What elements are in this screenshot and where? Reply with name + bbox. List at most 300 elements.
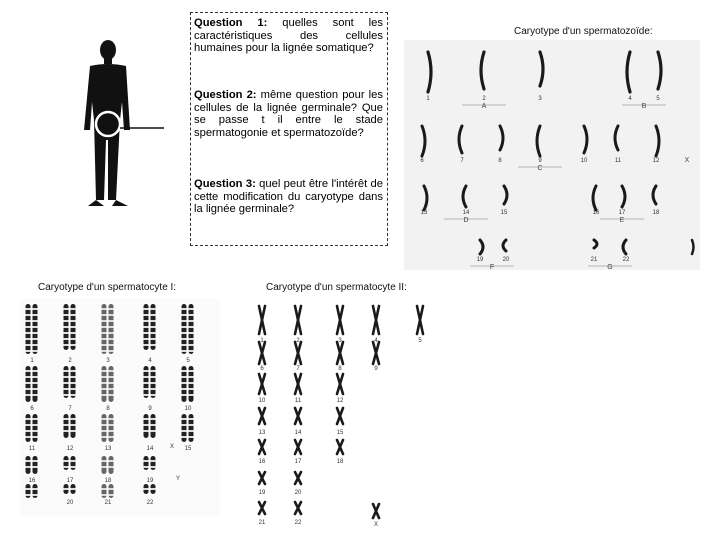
chromosome-band — [109, 326, 114, 328]
karyotype-spermatozoide-image — [404, 40, 700, 270]
chromosome-band — [33, 394, 38, 396]
chromosome-number: 14 — [146, 446, 154, 452]
chromosome — [102, 456, 107, 474]
questions-box — [190, 12, 388, 246]
karyotype-spermatocyte-1-image — [20, 298, 220, 516]
chromosome — [295, 374, 301, 394]
group-letter: G — [607, 264, 613, 271]
chromosome — [189, 304, 194, 354]
chromosome-band — [109, 418, 114, 420]
chromosome-band — [109, 466, 114, 468]
chromosome-band — [64, 332, 69, 334]
chromosome-number: 6 — [260, 366, 264, 372]
chromosome-band — [64, 344, 69, 346]
chromosome-band — [144, 320, 149, 322]
chromosome-band — [102, 314, 107, 316]
chromosome-band — [102, 332, 107, 334]
question-3-label: Question 3: — [194, 178, 256, 190]
man-silhouette-icon — [68, 40, 168, 210]
chromosome-band — [33, 430, 38, 432]
chromosome — [463, 186, 466, 207]
caption-spermatozoide: Caryotype d'un spermatozoïde: — [514, 26, 653, 37]
chromosome-band — [71, 376, 76, 378]
chromosome-band — [33, 370, 38, 372]
chromosome-band — [189, 350, 194, 352]
chromosome-band — [151, 430, 156, 432]
chromosome-band — [144, 338, 149, 340]
chromosome-band — [71, 314, 76, 316]
chromosome-band — [64, 466, 69, 468]
caption-spermatocyte-2: Caryotype d'un spermatocyte II: — [266, 282, 407, 293]
chromosome-band — [71, 424, 76, 426]
chromosome-band — [109, 370, 114, 372]
chromosome — [259, 408, 265, 424]
chromosome-band — [189, 394, 194, 396]
chromosome-band — [102, 370, 107, 372]
chromosome-number: 15 — [184, 446, 192, 452]
chromosome-band — [189, 376, 194, 378]
chromosome-number: 7 — [460, 158, 464, 164]
chromosome — [337, 408, 343, 424]
chromosome — [428, 52, 431, 92]
chromosome-band — [33, 332, 38, 334]
chromosome — [627, 52, 630, 92]
chromosome-band — [151, 326, 156, 328]
chromosome-band — [33, 382, 38, 384]
chromosome-band — [144, 424, 149, 426]
chromosome-band — [182, 424, 187, 426]
chromosome — [109, 304, 114, 354]
caption-spermatocyte-1: Caryotype d'un spermatocyte I: — [38, 282, 177, 293]
chromosome-band — [189, 308, 194, 310]
chromosome-band — [189, 344, 194, 346]
chromosome-number: 21 — [590, 257, 598, 263]
chromosome-number: 10 — [184, 406, 192, 412]
chromosome-band — [151, 424, 156, 426]
chromosome-number: 12 — [66, 446, 74, 452]
question-3-text: quel peut être l'intérêt de cette modification du caryotype dans la lignée germinale? — [194, 178, 383, 216]
chromosome — [373, 342, 379, 364]
chromosome-number: 13 — [420, 210, 428, 216]
chromosome-band — [71, 320, 76, 322]
chromosome — [459, 126, 462, 153]
chromosome-number: 19 — [476, 257, 484, 263]
question-1 — [194, 17, 383, 55]
chromosome-number: 13 — [104, 446, 112, 452]
chromosome-band — [151, 370, 156, 372]
chromosome — [33, 456, 38, 474]
chromosome-band — [182, 338, 187, 340]
chromosome-band — [33, 320, 38, 322]
chromosome-band — [26, 370, 31, 372]
chromosome — [373, 306, 379, 334]
chromosome-band — [182, 350, 187, 352]
chromosome-band — [102, 376, 107, 378]
chromosome-band — [109, 338, 114, 340]
chromosome-band — [33, 344, 38, 346]
chromosome-band — [182, 418, 187, 420]
chromosome — [537, 126, 540, 156]
chromosome-band — [144, 382, 149, 384]
chromosome-band — [189, 388, 194, 390]
chromosome — [500, 126, 503, 150]
chromosome-band — [189, 338, 194, 340]
chromosome-number: 22 — [294, 520, 302, 526]
sex-chromosome-label: X — [169, 444, 175, 450]
chromosome-band — [33, 460, 38, 462]
chromosome-band — [33, 314, 38, 316]
chromosome-band — [64, 370, 69, 372]
chromosome-band — [71, 488, 76, 490]
chromosome — [653, 186, 656, 204]
chromosome-band — [26, 308, 31, 310]
chromosome-number: 9 — [538, 158, 542, 164]
chromosome-band — [109, 382, 114, 384]
chromosome-number: 3 — [338, 338, 342, 344]
chromosome-number: 5 — [418, 338, 422, 344]
chromosome-number: 5 — [656, 96, 660, 102]
chromosome-number: 2 — [68, 358, 72, 364]
chromosome-band — [102, 350, 107, 352]
karyotype-spermatocyte-2-image — [252, 298, 422, 530]
chromosome-band — [189, 320, 194, 322]
chromosome-band — [151, 376, 156, 378]
chromosome-number: 18 — [336, 459, 344, 465]
chromosome — [623, 240, 626, 254]
chromosome-number: 16 — [592, 210, 600, 216]
chromosome-band — [144, 326, 149, 328]
chromosome-band — [151, 338, 156, 340]
chromosome-band — [26, 460, 31, 462]
chromosome-number: 7 — [68, 406, 72, 412]
chromosome-band — [64, 308, 69, 310]
chromosome — [593, 186, 596, 210]
chromosome-band — [109, 436, 114, 438]
chromosome-band — [182, 376, 187, 378]
chromosome-band — [151, 460, 156, 462]
sex-chromosome-label: X — [684, 157, 690, 164]
chromosome-number: 11 — [294, 398, 302, 404]
chromosome-band — [33, 376, 38, 378]
chromosome-band — [144, 388, 149, 390]
chromosome — [584, 126, 587, 153]
question-2-text: même question pour les cellules de la lignée germinale? Que se passe t il entre le stade spermatogonie et spermatozoïde? — [194, 89, 383, 139]
chromosome-band — [151, 466, 156, 468]
chromosome-number: 8 — [338, 366, 342, 372]
chromosome-band — [151, 308, 156, 310]
chromosome-number: 3 — [538, 96, 542, 102]
chromosome-number: 10 — [580, 158, 588, 164]
chromosome-band — [71, 388, 76, 390]
chromosome-band — [189, 418, 194, 420]
chromosome-band — [64, 488, 69, 490]
chromosome-band — [144, 488, 149, 490]
chromosome-number: 4 — [374, 338, 378, 344]
chromosome-band — [182, 332, 187, 334]
group-letter: A — [481, 103, 487, 110]
chromosome-band — [102, 488, 107, 490]
chromosome-band — [109, 424, 114, 426]
chromosome-number: 9 — [148, 406, 152, 412]
chromosome-band — [144, 418, 149, 420]
chromosome-band — [144, 314, 149, 316]
chromosome-band — [109, 344, 114, 346]
chromosome-number: 1 — [30, 358, 34, 364]
chromosome-band — [33, 350, 38, 352]
chromosome-number: 17 — [618, 210, 626, 216]
chromosome-band — [151, 332, 156, 334]
chromosome — [109, 456, 114, 474]
chromosome-band — [26, 430, 31, 432]
chromosome-band — [64, 394, 69, 396]
chromosome-band — [109, 394, 114, 396]
chromosome — [594, 240, 597, 248]
chromosome-number: 4 — [628, 96, 632, 102]
chromosome — [422, 126, 425, 156]
chromosome-band — [102, 460, 107, 462]
chromosome-band — [26, 466, 31, 468]
chromosome-number: 12 — [652, 158, 660, 164]
chromosome-band — [102, 424, 107, 426]
chromosome-band — [64, 460, 69, 462]
chromosome-number: 16 — [258, 459, 266, 465]
chromosome-number: 22 — [146, 500, 154, 506]
chromosome-band — [26, 332, 31, 334]
chromosome-band — [189, 326, 194, 328]
chromosome — [182, 304, 187, 354]
chromosome — [259, 472, 265, 484]
chromosome-band — [64, 314, 69, 316]
chromosome-number: 2 — [296, 338, 300, 344]
chromosome — [504, 186, 507, 204]
chromosome-band — [64, 388, 69, 390]
chromosome-band — [26, 338, 31, 340]
chromosome-number: 4 — [148, 358, 152, 364]
chromosome — [656, 126, 659, 156]
chromosome — [503, 240, 506, 251]
chromosome — [259, 374, 265, 394]
chromosome-number: 17 — [66, 478, 74, 484]
chromosome-number: 15 — [336, 430, 344, 436]
chromosome-band — [33, 424, 38, 426]
chromosome-band — [151, 388, 156, 390]
chromosome — [295, 408, 301, 424]
group-letter: D — [463, 217, 469, 224]
chromosome — [259, 342, 265, 364]
chromosome-band — [189, 436, 194, 438]
chromosome-number: 20 — [502, 257, 510, 263]
chromosome-band — [144, 308, 149, 310]
chromosome-number: 1 — [426, 96, 430, 102]
chromosome-number: 11 — [28, 446, 36, 452]
chromosome-band — [151, 418, 156, 420]
chromosome-band — [71, 382, 76, 384]
chromosome-band — [33, 326, 38, 328]
chromosome-band — [102, 466, 107, 468]
chromosome-band — [144, 376, 149, 378]
question-3 — [194, 178, 383, 216]
chromosome — [480, 240, 483, 254]
chromosome-band — [151, 344, 156, 346]
chromosome — [337, 374, 343, 394]
chromosome-band — [33, 338, 38, 340]
chromosome-number: 22 — [622, 257, 630, 263]
chromosome-band — [182, 388, 187, 390]
sex-chromosome-label: X — [373, 522, 379, 528]
chromosome-band — [33, 418, 38, 420]
chromosome-number: 14 — [294, 430, 302, 436]
chromosome-number: 19 — [258, 490, 266, 496]
chromosome-number: 9 — [374, 366, 378, 372]
chromosome-band — [109, 308, 114, 310]
chromosome — [259, 440, 265, 454]
chromosome-number: 6 — [420, 158, 424, 164]
chromosome-number: 2 — [482, 96, 486, 102]
chromosome-band — [71, 308, 76, 310]
chromosome-band — [189, 430, 194, 432]
chromosome-band — [109, 314, 114, 316]
chromosome-band — [182, 394, 187, 396]
chromosome-band — [144, 466, 149, 468]
chromosome-number: 18 — [652, 210, 660, 216]
chromosome-band — [26, 418, 31, 420]
chromosome-number: 10 — [258, 398, 266, 404]
chromosome-band — [102, 418, 107, 420]
chromosome-band — [182, 314, 187, 316]
chromosome-band — [182, 436, 187, 438]
chromosome-band — [64, 430, 69, 432]
chromosome-band — [182, 370, 187, 372]
chromosome-number: 19 — [146, 478, 154, 484]
chromosome-number: 21 — [258, 520, 266, 526]
chromosome-band — [71, 344, 76, 346]
chromosome-band — [71, 430, 76, 432]
chromosome-band — [144, 370, 149, 372]
chromosome-band — [102, 338, 107, 340]
chromosome-number: 15 — [500, 210, 508, 216]
chromosome — [295, 502, 301, 514]
chromosome-band — [64, 382, 69, 384]
chromosome-number: 3 — [106, 358, 110, 364]
chromosome-band — [33, 436, 38, 438]
chromosome-band — [64, 376, 69, 378]
chromosome-band — [64, 326, 69, 328]
chromosome-band — [71, 418, 76, 420]
chromosome-band — [26, 436, 31, 438]
chromosome-band — [189, 370, 194, 372]
chromosome — [33, 304, 38, 354]
chromosome-band — [26, 344, 31, 346]
chromosome-band — [189, 314, 194, 316]
chromosome-band — [102, 382, 107, 384]
chromosome-band — [26, 350, 31, 352]
chromosome-number: 1 — [260, 338, 264, 344]
chromosome — [259, 306, 265, 334]
chromosome-number: 7 — [296, 366, 300, 372]
chromosome-band — [102, 344, 107, 346]
chromosome-band — [109, 388, 114, 390]
chromosome-band — [109, 320, 114, 322]
chromosome — [692, 240, 694, 254]
chromosome-band — [182, 382, 187, 384]
chromosome-band — [102, 320, 107, 322]
chromosome-band — [71, 370, 76, 372]
chromosome-band — [109, 494, 114, 496]
chromosome — [295, 306, 301, 334]
chromosome-number: 21 — [104, 500, 112, 506]
chromosome-number: 13 — [258, 430, 266, 436]
chromosome-number: 17 — [294, 459, 302, 465]
chromosome — [658, 52, 661, 89]
chromosome-band — [189, 382, 194, 384]
chromosome-band — [26, 488, 31, 490]
chromosome-number: 5 — [186, 358, 190, 364]
chromosome-band — [109, 460, 114, 462]
chromosome-band — [151, 488, 156, 490]
question-1-text: quelles sont les caractéristiques des cellules humaines pour la lignée somatique? — [194, 17, 383, 55]
group-letter: C — [537, 165, 543, 172]
chromosome-band — [151, 394, 156, 396]
chromosome-band — [102, 436, 107, 438]
chromosome — [295, 472, 301, 484]
chromosome-band — [151, 314, 156, 316]
chromosome-band — [102, 388, 107, 390]
chromosome-number: 14 — [462, 210, 470, 216]
chromosome-band — [151, 320, 156, 322]
chromosome-number: 20 — [294, 490, 302, 496]
chromosome — [337, 342, 343, 364]
chromosome-band — [102, 308, 107, 310]
chromosome-number: 18 — [104, 478, 112, 484]
chromosome-band — [33, 494, 38, 496]
question-2 — [194, 89, 383, 139]
chromosome — [26, 456, 31, 474]
chromosome-band — [102, 494, 107, 496]
question-1-label: Question 1: — [194, 17, 268, 29]
chromosome-band — [26, 494, 31, 496]
chromosome — [622, 186, 625, 207]
chromosome-number: 20 — [66, 500, 74, 506]
chromosome-number: 11 — [614, 158, 622, 164]
chromosome-band — [26, 394, 31, 396]
chromosome-band — [33, 388, 38, 390]
group-letter: F — [489, 264, 495, 271]
chromosome-band — [26, 376, 31, 378]
chromosome — [481, 52, 484, 89]
chromosome-band — [144, 332, 149, 334]
chromosome-band — [109, 332, 114, 334]
chromosome-number: 6 — [30, 406, 34, 412]
chromosome-number: 12 — [336, 398, 344, 404]
chromosome — [295, 342, 301, 364]
chromosome — [373, 504, 379, 518]
chromosome-band — [189, 332, 194, 334]
chromosome-band — [109, 430, 114, 432]
chromosome — [259, 502, 265, 514]
chromosome-band — [33, 308, 38, 310]
chromosome-band — [151, 382, 156, 384]
chromosome-band — [26, 382, 31, 384]
chromosome-band — [189, 424, 194, 426]
chromosome-band — [71, 460, 76, 462]
chromosome-band — [102, 394, 107, 396]
chromosome-band — [71, 338, 76, 340]
chromosome-band — [64, 338, 69, 340]
chromosome-band — [33, 466, 38, 468]
chromosome-band — [26, 314, 31, 316]
chromosome-number: 16 — [28, 478, 36, 484]
chromosome-band — [71, 326, 76, 328]
